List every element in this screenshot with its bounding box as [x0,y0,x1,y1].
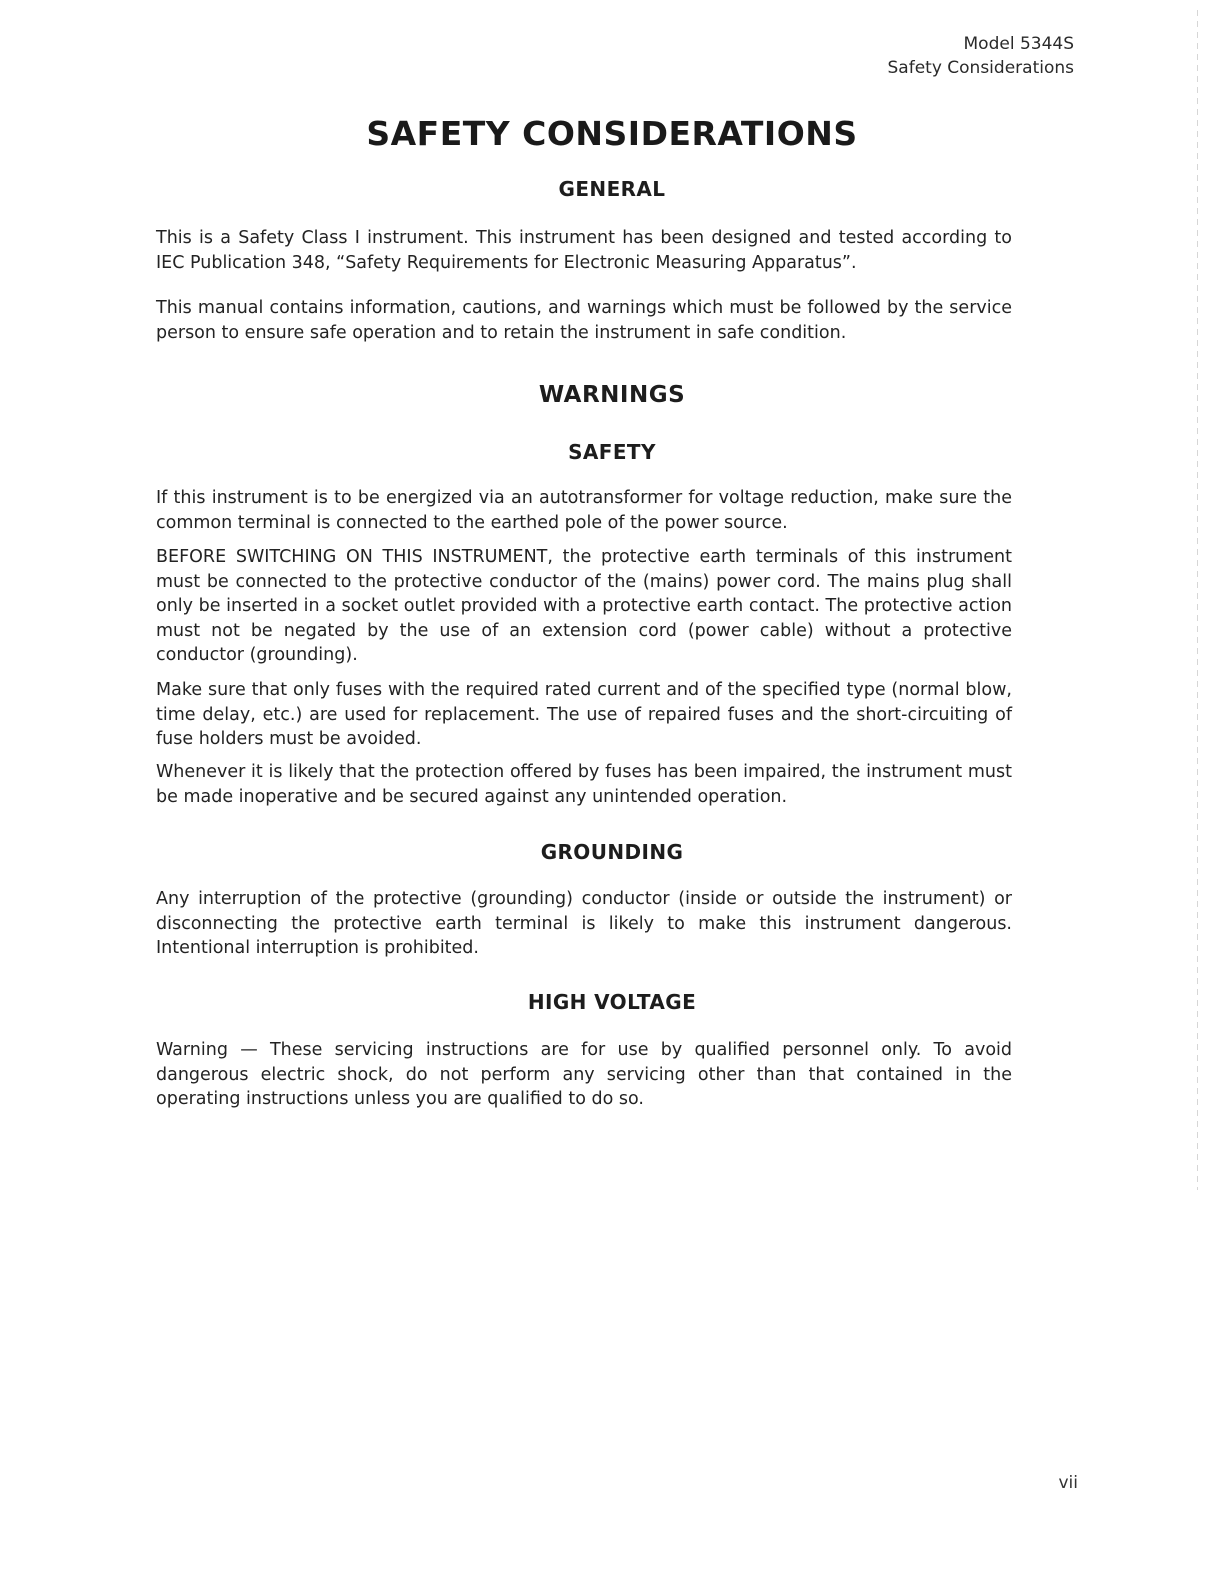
grounding-paragraph: Any interruption of the protective (grounding) conductor (inside or outside the instrument) or disconnecting the protective earth terminal is likely to make this instrument dangerous. Intentional interruption is prohibited. [156,889,1012,958]
running-head-model: Model 5344S [963,34,1074,54]
safety-paragraph-4: Whenever it is likely that the protection offered by fuses has been impaired, the instrument must be made inoperative and be secured against any unintended operation. [156,762,1012,807]
safety-paragraph-1: If this instrument is to be energized via an autotransformer for voltage reduction, make sure the common terminal is connected to the earthed pole of the power source. [156,488,1012,533]
safety-paragraph-3: Make sure that only fuses with the required rated current and of the specified type (normal blow, time delay, etc.) are used for replacement. The use of repaired fuses and the short-circuiting of fuse holders must be avoided. [156,680,1012,749]
general-paragraph-2: This manual contains information, cautions, and warnings which must be followed by the service person to ensure safe operation and to retain the instrument in safe condition. [156,298,1012,343]
general-heading: GENERAL [558,177,666,201]
warnings-heading: WARNINGS [538,382,686,408]
safety-heading: SAFETY [568,440,656,464]
high-voltage-paragraph: Warning — These servicing instructions are for use by qualified personnel only. To avoid dangerous electric shock, do not perform any servicing other than that contained in the operating instructions unless you are qualified to do so. [156,1040,1012,1109]
high-voltage-heading: HIGH VOLTAGE [527,990,697,1014]
safety-paragraph-2: BEFORE SWITCHING ON THIS INSTRUMENT, the protective earth terminals of this instrument must be connected to the protective conductor of the (mains) power cord. The mains plug shall only be inserted in a socket outlet provided with a protective earth contact. The protective action must not be negated by the use of an extension cord (power cable) without a protective conductor (grounding). [156,547,1012,665]
running-head [888,32,1075,80]
running-head-section: Safety Considerations [887,58,1074,78]
general-paragraph-1: This is a Safety Class I instrument. This instrument has been designed and tested according to IEC Publication 348, “Safety Requirements for Electronic Measuring Apparatus”. [156,228,1012,273]
page-number: vii [1058,1473,1078,1493]
grounding-heading: GROUNDING [540,840,684,864]
page-title: SAFETY CONSIDERATIONS [366,114,858,153]
